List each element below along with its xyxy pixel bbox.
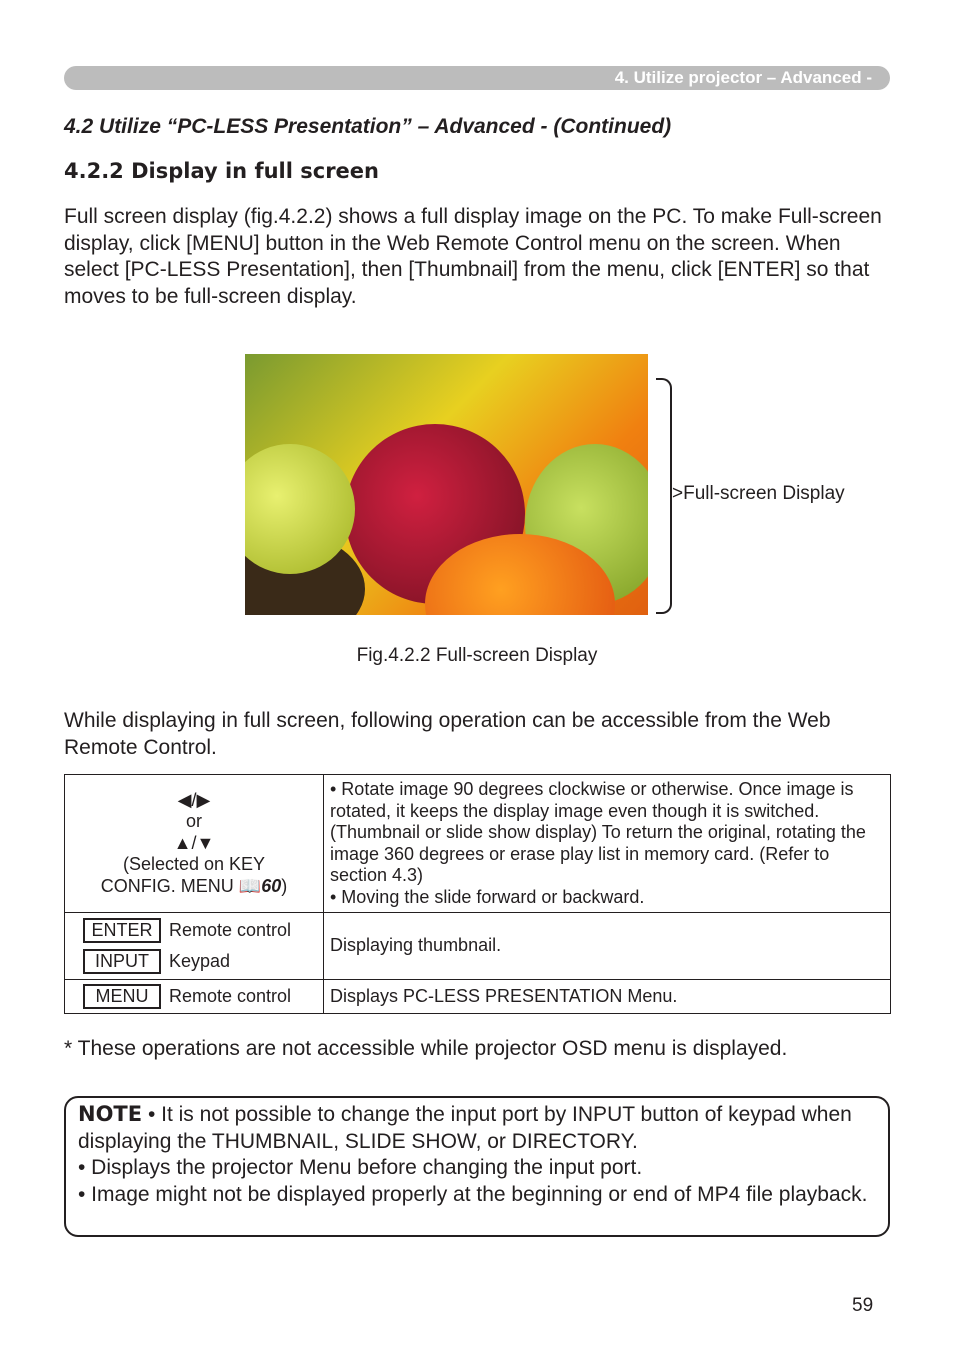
table-row: [65, 775, 891, 913]
figure-caption: Fig.4.2.2 Full-screen Display: [356, 645, 598, 666]
paragraph-2: While displaying in full screen, following operation can be accessible from the Web Remote Control.: [64, 709, 831, 759]
table-row: MENU Remote control Displays PC-LESS PRESENTATION Menu.: [65, 980, 891, 1014]
table-row: ENTER Remote control INPUT Keypad Displaying thumbnail.: [65, 913, 891, 980]
figure-label: >Full-screen Display: [672, 483, 845, 504]
book-icon: 📖: [238, 875, 262, 896]
fruit-photo: [245, 354, 648, 615]
intro-paragraph: Full screen display (fig.4.2.2) shows a full display image on the PC. To make Full-screen display, click [MENU] button in the Web Remote Control menu on the screen. When select [PC-LESS Presentation], then [Thumbnail] from the menu, click [ENTER] so that moves to be full-screen display.: [64, 205, 882, 308]
operations-table: [64, 774, 891, 1014]
input-key: INPUT: [83, 949, 161, 974]
brace: [656, 378, 672, 614]
page-number: 59: [852, 1295, 874, 1316]
menu-key: MENU: [83, 984, 161, 1009]
section-title: 4.2 Utilize “PC-LESS Presentation” – Advanced - (Continued): [64, 115, 672, 138]
note-box: NOTE • It is not possible to change the input port by INPUT button of keypad when displaying the THUMBNAIL, SLIDE SHOW, or DIRECTORY. • Displays the projector Menu before changing the input port. • Image might not be displayed properly at the beginning or end of MP4 file playback.: [64, 1096, 890, 1237]
chapter-header: 4. Utilize projector – Advanced -: [64, 66, 890, 90]
keys-cell: ◀/▶ or ▲/▼ (Selected on KEY CONFIG. MENU 📖60): [65, 775, 324, 913]
footnote: * These operations are not accessible while projector OSD menu is displayed.: [64, 1037, 788, 1060]
subsection-title: 4.2.2 Display in full screen: [64, 159, 379, 183]
description-cell: • Rotate image 90 degrees clockwise or otherwise. Once image is rotated, it keeps the display image even though it is switched. (Thumbnail or slide show display) To return the original, rotating the image 360 degrees or erase play list in memory card. (Refer to section 4.3) • Moving the slide forward or backward.: [324, 775, 891, 913]
enter-key: ENTER: [83, 918, 161, 943]
